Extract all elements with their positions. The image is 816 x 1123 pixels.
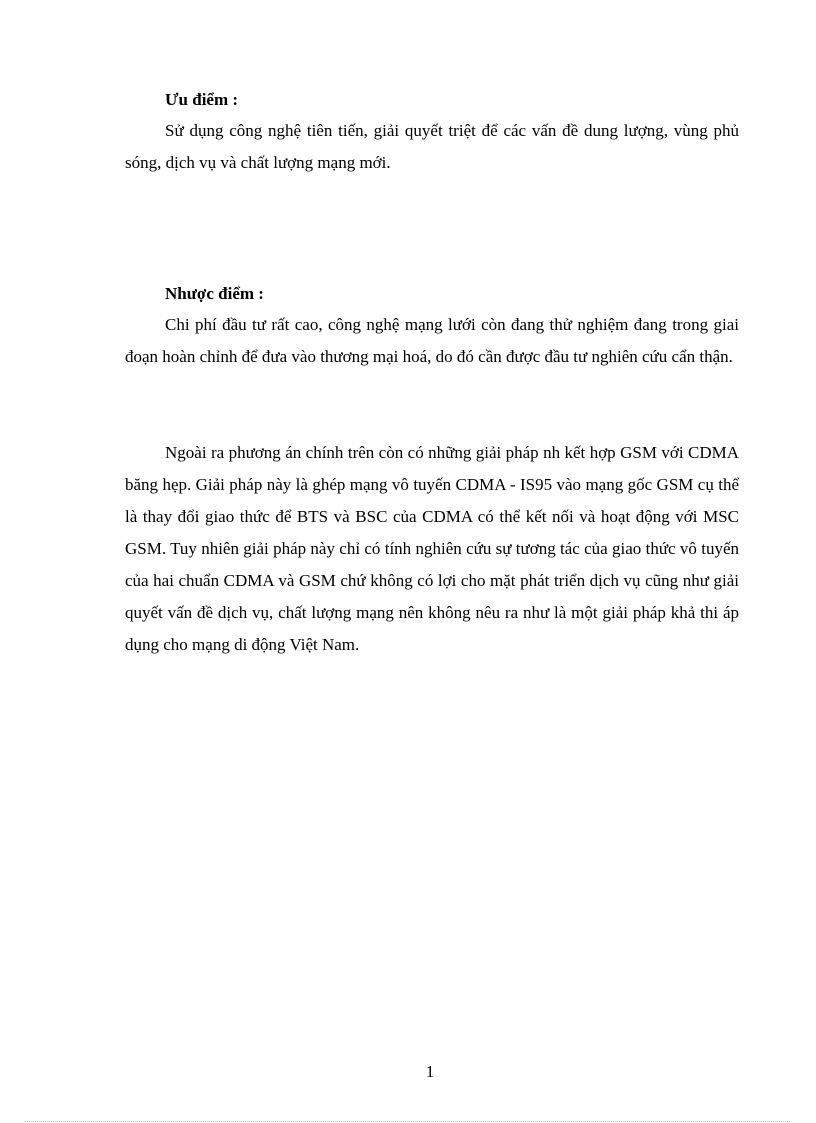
page-number: 1 (425, 1062, 435, 1081)
paragraph-disadvantages: Chi phí đầu tư rất cao, công nghệ mạng lưới còn đang thử nghiệm đang trong giai đoạn hoàn chỉnh để đưa vào thương mại hoá, do đó cần được đầu tư nghiên cứu cẩn thận. (125, 315, 739, 366)
heading-advantages: Ưu điểm : (165, 90, 239, 109)
paragraph-advantages: Sử dụng công nghệ tiên tiến, giải quyết triệt để các vấn đề dung lượng, vùng phủ sóng, dịch vụ và chất lượng mạng mới. (125, 121, 739, 172)
footer-divider (25, 1121, 790, 1122)
heading-disadvantages: Nhược điểm : (165, 284, 264, 303)
paragraph-alternative-solutions: Ngoài ra phương án chính trên còn có những giải pháp nh kết hợp GSM với CDMA băng hẹp. Giải pháp này là ghép mạng vô tuyến CDMA - IS95 vào mạng gốc GSM cụ thể là thay đổi giao thức để BTS và BSC của CDMA có thể kết nối và hoạt động với MSC GSM. Tuy nhiên giải pháp này chỉ có tính nghiên cứu sự tương tác của giao thức vô tuyến của hai chuẩn CDMA và GSM chứ không có lợi cho mặt phát triển dịch vụ cũng như giải quyết vấn đề dịch vụ, chất lượng mạng nên không nêu ra như là một giải pháp khả thi áp dụng cho mạng di động Việt Nam. (125, 443, 739, 654)
